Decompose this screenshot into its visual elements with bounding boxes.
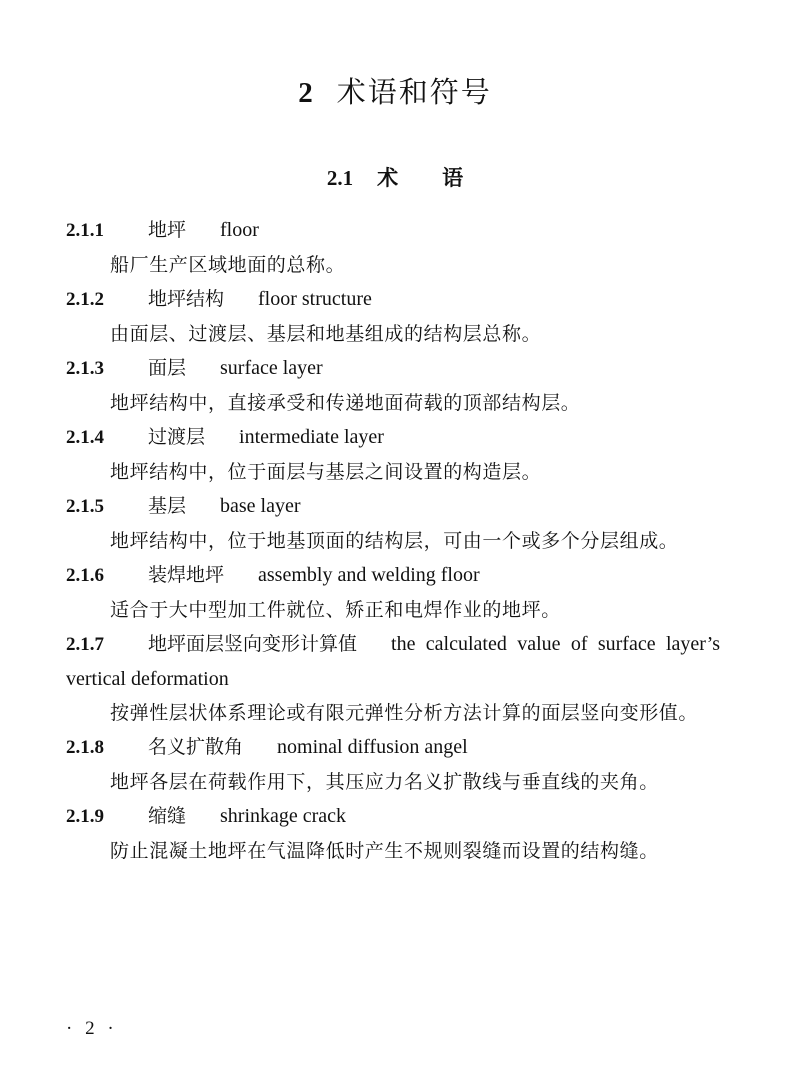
term-list — [66, 213, 720, 868]
term-entry — [66, 627, 720, 730]
term-english: floor — [220, 219, 259, 241]
term-heading — [66, 213, 720, 248]
term-english: surface layer — [220, 357, 323, 379]
section-number: 2.1 — [326, 166, 354, 190]
chapter-title — [0, 70, 790, 111]
term-entry — [66, 213, 720, 282]
term-chinese: 装焊地坪 — [148, 564, 225, 586]
term-number: 2.1.1 — [66, 220, 104, 241]
term-chinese: 基层 — [148, 495, 187, 517]
term-english: floor structure — [258, 288, 372, 310]
term-definition: 防止混凝土地坪在气温降低时产生不规则裂缝而设置的结构缝。 — [110, 840, 659, 862]
term-heading — [66, 558, 720, 593]
term-chinese: 面层 — [148, 357, 187, 379]
term-number: 2.1.5 — [66, 496, 104, 517]
section-title-part2: 语 — [442, 165, 464, 190]
term-english: the calculated value of surface layer’s vertical deformation — [66, 633, 720, 690]
term-entry — [66, 489, 720, 558]
term-number: 2.1.8 — [66, 737, 104, 758]
term-english: shrinkage crack — [220, 805, 347, 827]
term-chinese: 名义扩散角 — [148, 736, 244, 758]
term-number: 2.1.7 — [66, 634, 104, 655]
section-title-part1: 术 — [377, 165, 399, 190]
term-entry — [66, 730, 720, 799]
term-heading — [66, 730, 720, 765]
term-definition: 按弹性层状体系理论或有限元弹性分析方法计算的面层竖向变形值。 — [110, 702, 699, 724]
term-chinese: 地坪面层竖向变形计算值 — [148, 633, 358, 655]
term-entry — [66, 420, 720, 489]
term-definition: 适合于大中型加工件就位、矫正和电焊作业的地坪。 — [110, 599, 561, 621]
term-number: 2.1.6 — [66, 565, 104, 586]
term-heading — [66, 799, 720, 834]
term-definition: 地坪结构中，直接承受和传递地面荷载的顶部结构层。 — [110, 392, 581, 414]
term-heading — [66, 489, 720, 524]
chapter-title-text: 术语和符号 — [336, 75, 492, 109]
term-definition: 地坪各层在荷载作用下，其压应力名义扩散线与垂直线的夹角。 — [110, 771, 659, 793]
term-entry — [66, 558, 720, 627]
term-definition: 由面层、过渡层、基层和地基组成的结构层总称。 — [110, 323, 542, 345]
term-definition: 地坪结构中，位于地基顶面的结构层，可由一个或多个分层组成。 — [110, 530, 679, 552]
term-definition: 船厂生产区域地面的总称。 — [110, 254, 346, 276]
section-title — [0, 162, 790, 192]
term-number: 2.1.3 — [66, 358, 104, 379]
term-chinese: 过渡层 — [148, 426, 206, 448]
term-chinese: 缩缝 — [148, 805, 187, 827]
term-english: assembly and welding floor — [258, 564, 480, 586]
term-heading — [66, 282, 720, 317]
term-heading — [66, 351, 720, 386]
term-number: 2.1.2 — [66, 289, 104, 310]
term-heading — [66, 627, 720, 696]
term-chinese: 地坪 — [148, 219, 187, 241]
term-heading — [66, 420, 720, 455]
term-english: intermediate layer — [239, 426, 384, 448]
term-entry — [66, 799, 720, 868]
term-number: 2.1.4 — [66, 427, 104, 448]
term-english: base layer — [220, 495, 301, 517]
page-number: · 2 · — [66, 1018, 118, 1039]
chapter-number: 2 — [298, 77, 315, 109]
term-english: nominal diffusion angel — [277, 736, 468, 758]
term-definition: 地坪结构中，位于面层与基层之间设置的构造层。 — [110, 461, 542, 483]
term-number: 2.1.9 — [66, 806, 104, 827]
term-chinese: 地坪结构 — [148, 288, 225, 310]
term-entry — [66, 282, 720, 351]
term-entry — [66, 351, 720, 420]
